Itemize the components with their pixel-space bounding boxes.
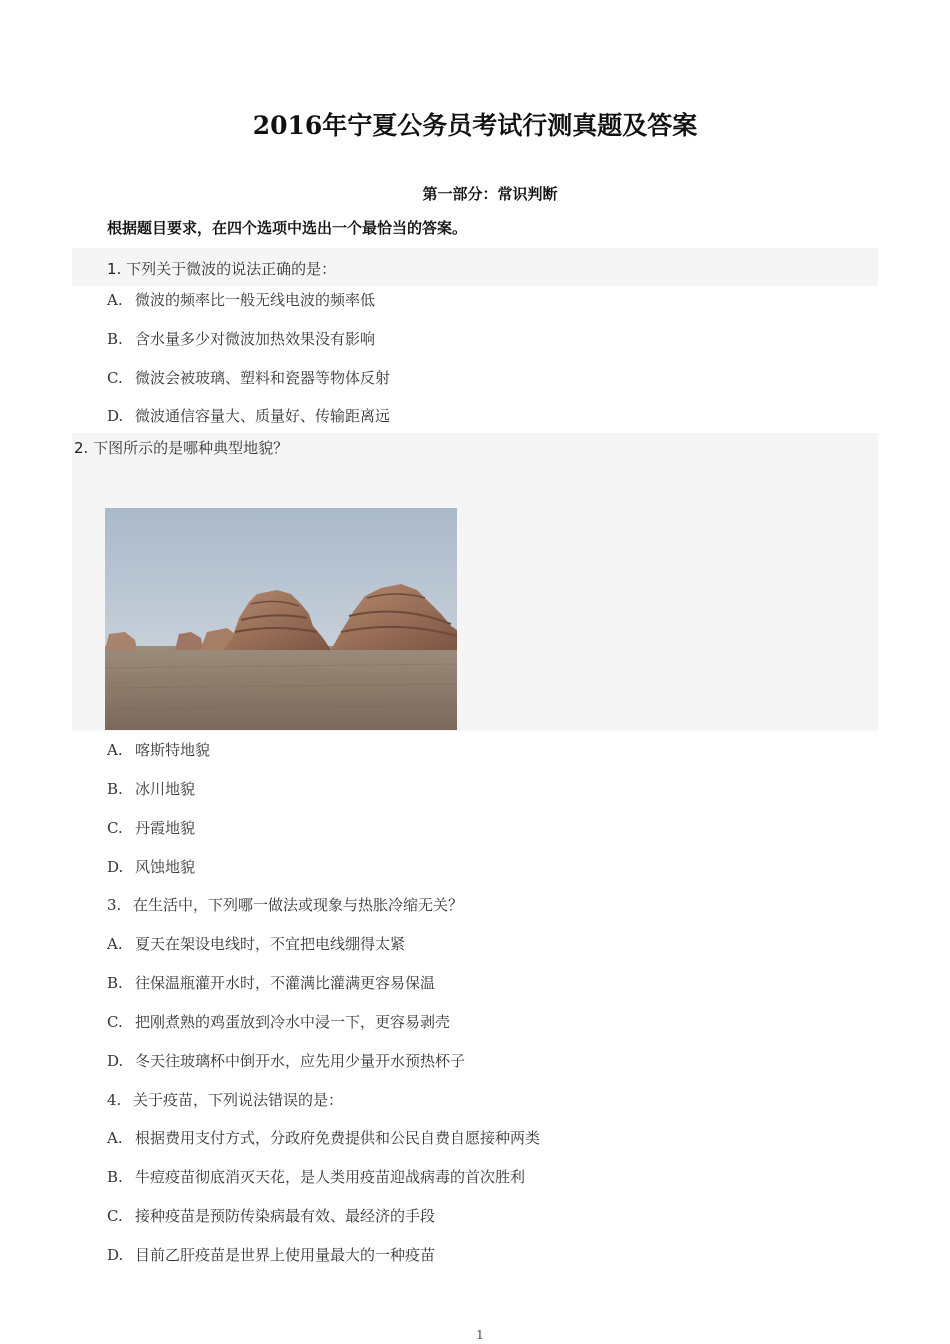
question-2-option-b[interactable]: B. 冰川地貌 xyxy=(107,780,196,798)
question-number: 4. xyxy=(107,1091,122,1109)
question-2-option-c[interactable]: C. 丹霞地貌 xyxy=(107,819,196,837)
landform-photo xyxy=(105,508,457,730)
question-2-stem xyxy=(74,437,288,458)
emphasized-word: 无关 xyxy=(418,896,449,914)
question-4-option-b[interactable]: B. 牛痘疫苗彻底消灭天花，是人类用疫苗迎战病毒的首次胜利 xyxy=(107,1168,526,1186)
question-1-option-b[interactable]: B. 含水量多少对微波加热效果没有影响 xyxy=(107,330,376,348)
question-3-stem: 3. 在生活中，下列哪一做法或现象与热胀冷缩无关？ xyxy=(107,896,464,914)
page-title: 2016年宁夏公务员考试行测真题及答案 xyxy=(252,111,698,140)
question-1-option-d[interactable]: D. 微波通信容量大、质量好、传输距离远 xyxy=(107,407,391,425)
question-3-option-b[interactable]: B. 往保温瓶灌开水时，不灌满比灌满更容易保温 xyxy=(107,974,436,992)
question-4-option-c[interactable]: C. 接种疫苗是预防传染病最有效、最经济的手段 xyxy=(107,1207,436,1225)
question-3-option-a[interactable]: A. 夏天在架设电线时，不宜把电线绷得太紧 xyxy=(107,935,406,953)
question-text: 下列关于微波的说法正确的是： xyxy=(126,260,337,278)
question-4-stem: 4. 关于疫苗，下列说法错误的是： xyxy=(107,1091,344,1109)
question-number: 1. xyxy=(107,260,122,278)
question-2-option-a[interactable]: A. 喀斯特地貌 xyxy=(107,741,211,759)
section-heading: 第一部分：常识判断 xyxy=(422,185,558,203)
page-number: 1 xyxy=(476,1328,484,1342)
question-2-option-d[interactable]: D. 风蚀地貌 xyxy=(107,858,196,876)
question-3-option-c[interactable]: C. 把刚煮熟的鸡蛋放到冷水中浸一下，更容易剥壳 xyxy=(107,1013,451,1031)
question-number: 2. xyxy=(74,439,89,457)
question-1-stem xyxy=(107,258,336,279)
instruction-text: 根据题目要求，在四个选项中选出一个最恰当的答案。 xyxy=(107,219,468,237)
question-1-option-a[interactable]: A. 微波的频率比一般无线电波的频率低 xyxy=(107,291,376,309)
question-1-option-c[interactable]: C. 微波会被玻璃、塑料和瓷器等物体反射 xyxy=(107,369,391,387)
question-text: 下图所示的是哪种典型地貌？ xyxy=(93,439,289,457)
question-3-option-d[interactable]: D. 冬天往玻璃杯中倒开水，应先用少量开水预热杯子 xyxy=(107,1052,466,1070)
question-4-option-d[interactable]: D. 目前乙肝疫苗是世界上使用量最大的一种疫苗 xyxy=(107,1246,436,1264)
question-number: 3. xyxy=(107,896,122,914)
question-4-option-a[interactable]: A. 根据费用支付方式，分政府免费提供和公民自费自愿接种两类 xyxy=(107,1129,541,1147)
